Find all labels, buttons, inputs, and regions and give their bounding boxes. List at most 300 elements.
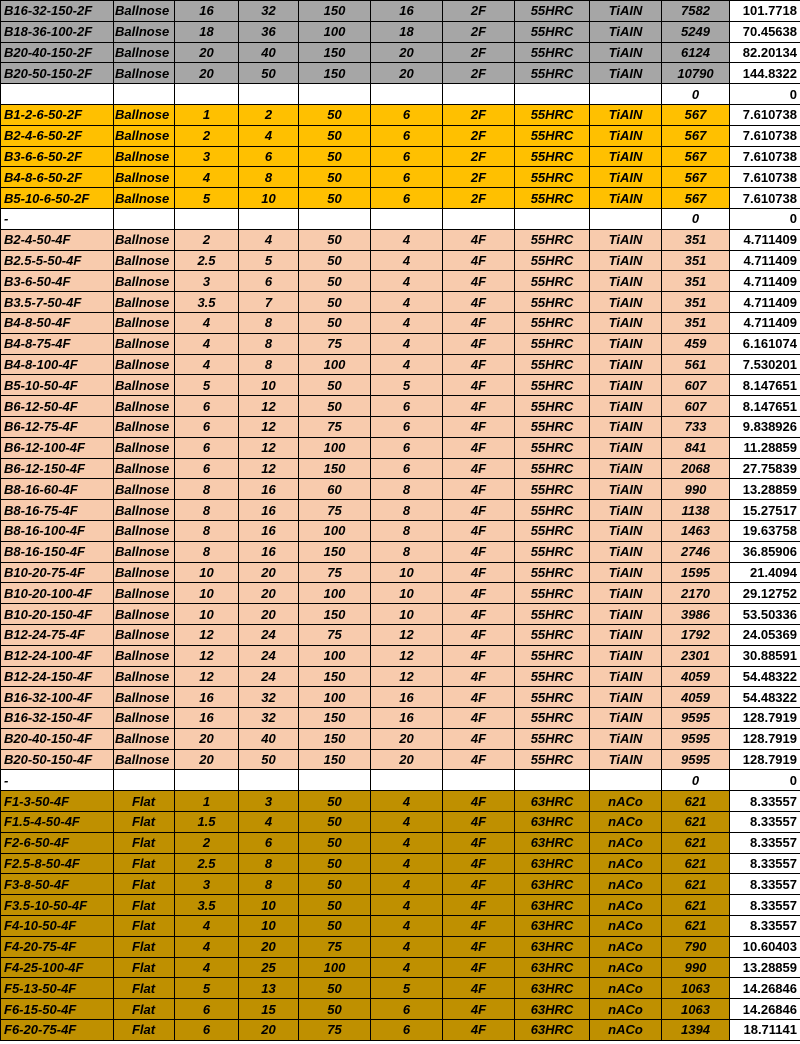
overall-length-cell: 100 <box>299 437 371 458</box>
diameter-cell: 5 <box>175 188 239 209</box>
flute-length-cell <box>239 84 299 105</box>
flute-count-cell: 4F <box>443 749 515 770</box>
flute-count-cell: 4F <box>443 292 515 313</box>
overall-length-cell: 150 <box>299 1 371 22</box>
flute-length-cell: 12 <box>239 396 299 417</box>
price-cell: 5249 <box>662 21 730 42</box>
flute-length-cell: 50 <box>239 63 299 84</box>
part-code-cell: B4-8-75-4F <box>1 333 114 354</box>
coating-cell <box>590 770 662 791</box>
coating-cell: TiAIN <box>590 333 662 354</box>
tool-type-cell: Ballnose <box>114 125 175 146</box>
flute-count-cell: 4F <box>443 874 515 895</box>
ratio-cell: 7.610738 <box>730 167 800 188</box>
flute-length-cell: 10 <box>239 916 299 937</box>
table-row <box>1 21 800 42</box>
tool-type-cell: Ballnose <box>114 63 175 84</box>
flute-count-cell: 2F <box>443 188 515 209</box>
table-row <box>1 936 800 957</box>
overall-length-cell: 50 <box>299 999 371 1020</box>
diameter-cell: 4 <box>175 333 239 354</box>
tool-type-cell: Ballnose <box>114 396 175 417</box>
part-code-cell: F4-10-50-4F <box>1 916 114 937</box>
ratio-cell: 4.711409 <box>730 250 800 271</box>
flute-length-cell: 2 <box>239 104 299 125</box>
flute-count-cell: 2F <box>443 167 515 188</box>
part-code-cell: B6-12-50-4F <box>1 396 114 417</box>
hardness-cell: 63HRC <box>515 853 590 874</box>
hardness-cell: 63HRC <box>515 791 590 812</box>
part-code-cell: B8-16-100-4F <box>1 520 114 541</box>
table-row <box>1 375 800 396</box>
flute-count-cell: 4F <box>443 728 515 749</box>
flute-length-cell: 20 <box>239 562 299 583</box>
hardness-cell: 55HRC <box>515 396 590 417</box>
diameter-cell: 5 <box>175 978 239 999</box>
flute-length-cell: 32 <box>239 1 299 22</box>
hardness-cell: 55HRC <box>515 728 590 749</box>
part-code-cell: B4-8-6-50-2F <box>1 167 114 188</box>
shank-diameter-cell: 4 <box>371 957 443 978</box>
overall-length-cell: 75 <box>299 1020 371 1041</box>
hardness-cell: 55HRC <box>515 312 590 333</box>
coating-cell: TiAIN <box>590 416 662 437</box>
flute-count-cell: 4F <box>443 312 515 333</box>
part-code-cell <box>1 84 114 105</box>
price-cell: 351 <box>662 271 730 292</box>
shank-diameter-cell: 6 <box>371 167 443 188</box>
separator-row <box>1 770 800 791</box>
shank-diameter-cell: 16 <box>371 1 443 22</box>
table-row <box>1 520 800 541</box>
flute-count-cell: 4F <box>443 1020 515 1041</box>
diameter-cell: 5 <box>175 375 239 396</box>
tool-type-cell: Ballnose <box>114 271 175 292</box>
part-code-cell: B4-8-50-4F <box>1 312 114 333</box>
diameter-cell: 16 <box>175 1 239 22</box>
table-row <box>1 354 800 375</box>
shank-diameter-cell: 4 <box>371 895 443 916</box>
flute-count-cell: 4F <box>443 229 515 250</box>
overall-length-cell: 50 <box>299 791 371 812</box>
diameter-cell: 2.5 <box>175 853 239 874</box>
tool-type-cell: Ballnose <box>114 146 175 167</box>
tool-type-cell <box>114 770 175 791</box>
overall-length-cell: 100 <box>299 687 371 708</box>
coating-cell: TiAIN <box>590 520 662 541</box>
coating-cell: TiAIN <box>590 604 662 625</box>
table-row <box>1 312 800 333</box>
table-row <box>1 229 800 250</box>
hardness-cell: 55HRC <box>515 458 590 479</box>
price-cell: 2301 <box>662 645 730 666</box>
flute-count-cell: 4F <box>443 396 515 417</box>
price-cell: 733 <box>662 416 730 437</box>
ratio-cell: 24.05369 <box>730 624 800 645</box>
tool-type-cell: Ballnose <box>114 167 175 188</box>
hardness-cell: 55HRC <box>515 333 590 354</box>
diameter-cell: 4 <box>175 957 239 978</box>
price-cell: 6124 <box>662 42 730 63</box>
part-code-cell: B6-12-150-4F <box>1 458 114 479</box>
hardness-cell: 55HRC <box>515 687 590 708</box>
hardness-cell: 63HRC <box>515 1020 590 1041</box>
table-row <box>1 957 800 978</box>
flute-length-cell: 8 <box>239 167 299 188</box>
ratio-cell: 8.33557 <box>730 791 800 812</box>
flute-count-cell: 2F <box>443 63 515 84</box>
coating-cell: TiAIN <box>590 437 662 458</box>
part-code-cell: B20-40-150-4F <box>1 728 114 749</box>
ratio-cell: 101.7718 <box>730 1 800 22</box>
flute-count-cell <box>443 770 515 791</box>
ratio-cell: 128.7919 <box>730 728 800 749</box>
hardness-cell: 55HRC <box>515 146 590 167</box>
hardness-cell: 55HRC <box>515 645 590 666</box>
tool-type-cell: Ballnose <box>114 250 175 271</box>
coating-cell: nACo <box>590 978 662 999</box>
shank-diameter-cell: 5 <box>371 978 443 999</box>
tool-type-cell: Ballnose <box>114 354 175 375</box>
price-cell: 990 <box>662 957 730 978</box>
price-cell: 567 <box>662 146 730 167</box>
price-cell: 2746 <box>662 541 730 562</box>
part-code-cell: B16-32-100-4F <box>1 687 114 708</box>
shank-diameter-cell: 4 <box>371 812 443 833</box>
coating-cell: TiAIN <box>590 708 662 729</box>
shank-diameter-cell: 20 <box>371 42 443 63</box>
shank-diameter-cell: 20 <box>371 728 443 749</box>
table-row <box>1 874 800 895</box>
overall-length-cell: 100 <box>299 354 371 375</box>
ratio-cell: 7.610738 <box>730 125 800 146</box>
part-code-cell: B16-32-150-2F <box>1 1 114 22</box>
overall-length-cell: 50 <box>299 874 371 895</box>
overall-length-cell: 100 <box>299 645 371 666</box>
flute-count-cell: 4F <box>443 812 515 833</box>
overall-length-cell: 50 <box>299 188 371 209</box>
table-row <box>1 832 800 853</box>
diameter-cell: 10 <box>175 583 239 604</box>
coating-cell: TiAIN <box>590 21 662 42</box>
flute-length-cell: 10 <box>239 188 299 209</box>
flute-length-cell: 10 <box>239 375 299 396</box>
part-code-cell: B3.5-7-50-4F <box>1 292 114 313</box>
hardness-cell: 63HRC <box>515 978 590 999</box>
tool-type-cell: Flat <box>114 936 175 957</box>
shank-diameter-cell: 4 <box>371 250 443 271</box>
overall-length-cell: 50 <box>299 146 371 167</box>
hardness-cell: 63HRC <box>515 957 590 978</box>
coating-cell: TiAIN <box>590 645 662 666</box>
table-row <box>1 895 800 916</box>
tool-type-cell: Ballnose <box>114 500 175 521</box>
table-row <box>1 125 800 146</box>
flute-count-cell: 4F <box>443 354 515 375</box>
shank-diameter-cell: 12 <box>371 666 443 687</box>
hardness-cell <box>515 770 590 791</box>
flute-length-cell: 12 <box>239 458 299 479</box>
ratio-cell: 9.838926 <box>730 416 800 437</box>
tool-type-cell: Flat <box>114 874 175 895</box>
table-row <box>1 42 800 63</box>
ratio-cell: 4.711409 <box>730 312 800 333</box>
shank-diameter-cell: 4 <box>371 936 443 957</box>
hardness-cell: 55HRC <box>515 42 590 63</box>
diameter-cell: 8 <box>175 479 239 500</box>
price-cell: 567 <box>662 104 730 125</box>
price-cell: 567 <box>662 125 730 146</box>
flute-count-cell: 2F <box>443 21 515 42</box>
coating-cell: TiAIN <box>590 250 662 271</box>
table-row <box>1 999 800 1020</box>
ratio-cell: 0 <box>730 84 800 105</box>
coating-cell: TiAIN <box>590 271 662 292</box>
flute-length-cell: 16 <box>239 479 299 500</box>
shank-diameter-cell: 6 <box>371 999 443 1020</box>
hardness-cell: 63HRC <box>515 895 590 916</box>
table-row <box>1 645 800 666</box>
price-cell: 9595 <box>662 728 730 749</box>
shank-diameter-cell: 4 <box>371 292 443 313</box>
diameter-cell: 4 <box>175 354 239 375</box>
hardness-cell <box>515 84 590 105</box>
part-code-cell: B3-6-6-50-2F <box>1 146 114 167</box>
flute-length-cell: 13 <box>239 978 299 999</box>
shank-diameter-cell: 8 <box>371 500 443 521</box>
coating-cell: nACo <box>590 791 662 812</box>
diameter-cell: 6 <box>175 396 239 417</box>
shank-diameter-cell: 6 <box>371 146 443 167</box>
ratio-cell: 8.33557 <box>730 895 800 916</box>
flute-count-cell: 4F <box>443 687 515 708</box>
flute-count-cell: 4F <box>443 978 515 999</box>
table-row <box>1 604 800 625</box>
overall-length-cell: 50 <box>299 229 371 250</box>
overall-length-cell: 100 <box>299 21 371 42</box>
part-code-cell: B10-20-150-4F <box>1 604 114 625</box>
hardness-cell: 55HRC <box>515 666 590 687</box>
ratio-cell: 29.12752 <box>730 583 800 604</box>
table-row <box>1 687 800 708</box>
overall-length-cell: 50 <box>299 895 371 916</box>
flute-length-cell: 3 <box>239 791 299 812</box>
tool-type-cell: Flat <box>114 853 175 874</box>
diameter-cell: 1 <box>175 791 239 812</box>
coating-cell: TiAIN <box>590 666 662 687</box>
shank-diameter-cell: 6 <box>371 437 443 458</box>
ratio-cell: 8.147651 <box>730 396 800 417</box>
part-code-cell: B20-50-150-2F <box>1 63 114 84</box>
hardness-cell: 55HRC <box>515 125 590 146</box>
flute-count-cell: 2F <box>443 42 515 63</box>
coating-cell: nACo <box>590 832 662 853</box>
coating-cell: TiAIN <box>590 728 662 749</box>
flute-length-cell: 12 <box>239 416 299 437</box>
part-code-cell: B6-12-100-4F <box>1 437 114 458</box>
coating-cell: TiAIN <box>590 624 662 645</box>
table-row <box>1 167 800 188</box>
ratio-cell: 15.27517 <box>730 500 800 521</box>
ratio-cell: 7.530201 <box>730 354 800 375</box>
table-row <box>1 271 800 292</box>
flute-length-cell: 8 <box>239 333 299 354</box>
price-cell: 621 <box>662 812 730 833</box>
ratio-cell: 13.28859 <box>730 957 800 978</box>
flute-count-cell: 4F <box>443 562 515 583</box>
shank-diameter-cell: 4 <box>371 229 443 250</box>
ratio-cell: 0 <box>730 770 800 791</box>
hardness-cell: 55HRC <box>515 624 590 645</box>
flute-length-cell: 16 <box>239 520 299 541</box>
tool-type-cell: Ballnose <box>114 728 175 749</box>
overall-length-cell: 50 <box>299 271 371 292</box>
diameter-cell: 8 <box>175 500 239 521</box>
price-cell: 351 <box>662 229 730 250</box>
table-row <box>1 458 800 479</box>
overall-length-cell: 75 <box>299 416 371 437</box>
tool-type-cell: Flat <box>114 999 175 1020</box>
flute-length-cell: 4 <box>239 229 299 250</box>
ratio-cell: 8.33557 <box>730 853 800 874</box>
flute-length-cell: 6 <box>239 832 299 853</box>
ratio-cell: 4.711409 <box>730 292 800 313</box>
flute-length-cell: 16 <box>239 541 299 562</box>
ratio-cell: 27.75839 <box>730 458 800 479</box>
flute-length-cell: 7 <box>239 292 299 313</box>
table-row <box>1 416 800 437</box>
coating-cell: TiAIN <box>590 562 662 583</box>
flute-count-cell: 4F <box>443 916 515 937</box>
part-code-cell: B10-20-75-4F <box>1 562 114 583</box>
shank-diameter-cell: 4 <box>371 312 443 333</box>
flute-length-cell: 24 <box>239 624 299 645</box>
coating-cell <box>590 84 662 105</box>
ratio-cell: 21.4094 <box>730 562 800 583</box>
hardness-cell: 63HRC <box>515 999 590 1020</box>
hardness-cell: 55HRC <box>515 229 590 250</box>
price-cell: 621 <box>662 832 730 853</box>
tool-type-cell: Ballnose <box>114 562 175 583</box>
overall-length-cell: 50 <box>299 167 371 188</box>
tool-type-cell: Ballnose <box>114 292 175 313</box>
tool-type-cell: Ballnose <box>114 583 175 604</box>
price-cell: 607 <box>662 396 730 417</box>
part-code-cell: F1-3-50-4F <box>1 791 114 812</box>
table-row <box>1 104 800 125</box>
part-code-cell: B8-16-60-4F <box>1 479 114 500</box>
price-cell: 990 <box>662 479 730 500</box>
flute-length-cell: 20 <box>239 936 299 957</box>
hardness-cell: 55HRC <box>515 292 590 313</box>
ratio-cell: 4.711409 <box>730 229 800 250</box>
table-row <box>1 812 800 833</box>
hardness-cell: 55HRC <box>515 708 590 729</box>
ratio-cell: 53.50336 <box>730 604 800 625</box>
flute-count-cell: 4F <box>443 458 515 479</box>
tool-type-cell: Flat <box>114 895 175 916</box>
diameter-cell: 12 <box>175 624 239 645</box>
hardness-cell: 55HRC <box>515 583 590 604</box>
price-cell: 0 <box>662 208 730 229</box>
shank-diameter-cell: 4 <box>371 853 443 874</box>
tool-type-cell: Ballnose <box>114 312 175 333</box>
shank-diameter-cell: 16 <box>371 708 443 729</box>
ratio-cell: 8.33557 <box>730 916 800 937</box>
diameter-cell: 6 <box>175 458 239 479</box>
tool-type-cell: Ballnose <box>114 437 175 458</box>
price-cell: 1792 <box>662 624 730 645</box>
ratio-cell: 54.48322 <box>730 687 800 708</box>
price-cell: 4059 <box>662 666 730 687</box>
ratio-cell: 14.26846 <box>730 978 800 999</box>
price-cell: 607 <box>662 375 730 396</box>
overall-length-cell: 60 <box>299 479 371 500</box>
ratio-cell: 128.7919 <box>730 749 800 770</box>
part-code-cell: B8-16-150-4F <box>1 541 114 562</box>
shank-diameter-cell: 6 <box>371 1020 443 1041</box>
diameter-cell: 2 <box>175 832 239 853</box>
table-body <box>1 1 800 1041</box>
overall-length-cell <box>299 84 371 105</box>
tool-type-cell: Ballnose <box>114 104 175 125</box>
part-code-cell: B12-24-100-4F <box>1 645 114 666</box>
table-row <box>1 479 800 500</box>
price-cell: 459 <box>662 333 730 354</box>
part-code-cell: B3-6-50-4F <box>1 271 114 292</box>
shank-diameter-cell: 8 <box>371 520 443 541</box>
shank-diameter-cell <box>371 84 443 105</box>
flute-count-cell: 4F <box>443 250 515 271</box>
ratio-cell: 10.60403 <box>730 936 800 957</box>
shank-diameter-cell: 18 <box>371 21 443 42</box>
flute-count-cell: 4F <box>443 583 515 604</box>
diameter-cell: 3 <box>175 146 239 167</box>
ratio-cell: 8.33557 <box>730 874 800 895</box>
tool-type-cell: Ballnose <box>114 188 175 209</box>
hardness-cell: 63HRC <box>515 916 590 937</box>
ratio-cell: 13.28859 <box>730 479 800 500</box>
tool-type-cell: Ballnose <box>114 749 175 770</box>
tool-type-cell: Ballnose <box>114 416 175 437</box>
hardness-cell: 55HRC <box>515 104 590 125</box>
tool-type-cell: Ballnose <box>114 666 175 687</box>
ratio-cell: 4.711409 <box>730 271 800 292</box>
price-cell: 2170 <box>662 583 730 604</box>
diameter-cell <box>175 84 239 105</box>
ratio-cell: 0 <box>730 208 800 229</box>
overall-length-cell: 150 <box>299 708 371 729</box>
flute-count-cell: 2F <box>443 1 515 22</box>
table-row <box>1 916 800 937</box>
price-cell: 9595 <box>662 749 730 770</box>
diameter-cell: 6 <box>175 416 239 437</box>
part-code-cell: B20-40-150-2F <box>1 42 114 63</box>
table-row <box>1 250 800 271</box>
coating-cell <box>590 208 662 229</box>
diameter-cell: 20 <box>175 749 239 770</box>
flute-count-cell: 4F <box>443 645 515 666</box>
diameter-cell: 20 <box>175 63 239 84</box>
overall-length-cell: 50 <box>299 312 371 333</box>
tool-type-cell: Ballnose <box>114 708 175 729</box>
price-cell: 1063 <box>662 999 730 1020</box>
coating-cell: TiAIN <box>590 104 662 125</box>
coating-cell: nACo <box>590 874 662 895</box>
part-code-cell: F2-6-50-4F <box>1 832 114 853</box>
diameter-cell: 18 <box>175 21 239 42</box>
shank-diameter-cell: 6 <box>371 104 443 125</box>
